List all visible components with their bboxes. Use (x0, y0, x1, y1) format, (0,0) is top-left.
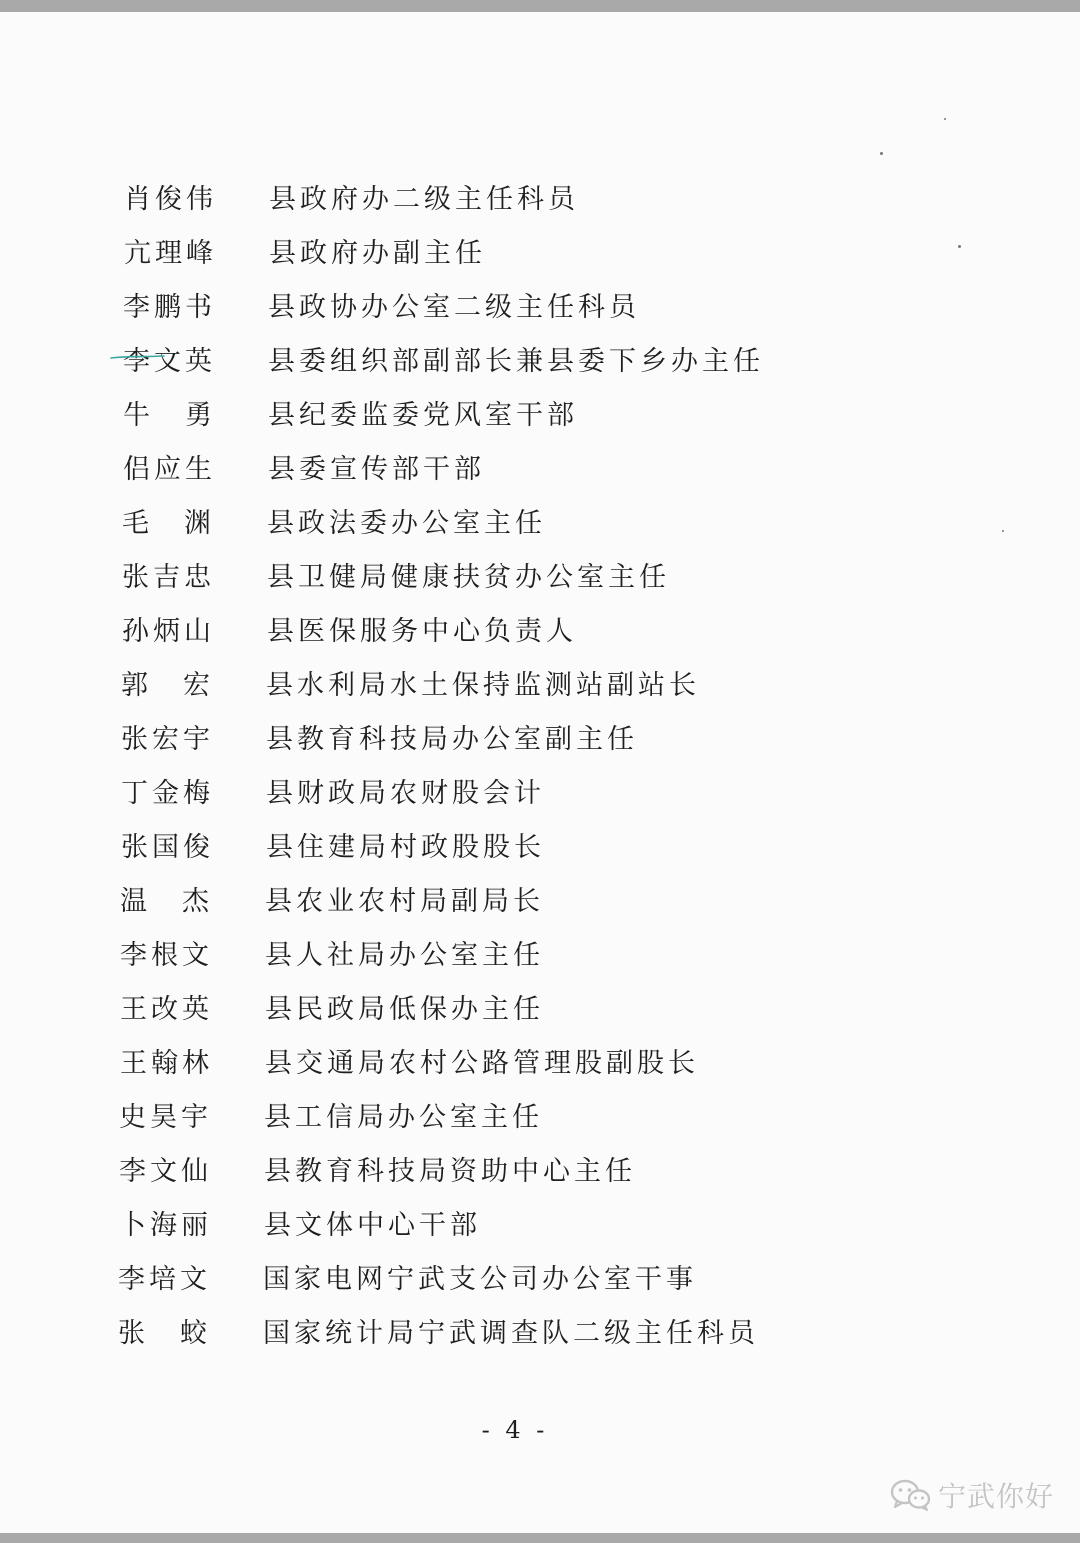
bottom-frame-bar (0, 1533, 1080, 1543)
roster-row (120, 882, 880, 922)
roster-row (118, 1260, 878, 1300)
person-name: 张宏宇 (121, 724, 214, 755)
roster-row (123, 450, 883, 490)
person-name: 李培文 (118, 1264, 211, 1295)
person-position: 县工信局办公室主任 (264, 1102, 543, 1133)
pen-mark (110, 354, 165, 360)
person-position: 县委宣传部干部 (268, 454, 485, 485)
roster-row (123, 342, 883, 382)
person-position: 县政府办二级主任科员 (269, 184, 579, 215)
person-position: 县交通局农村公路管理股副股长 (265, 1048, 699, 1079)
person-position: 县政法委办公室主任 (267, 508, 546, 539)
page-number: - 4 - (481, 1416, 549, 1444)
person-name: 李根文 (120, 940, 213, 971)
roster-row (121, 720, 881, 760)
person-name: 郭 宏 (121, 670, 214, 701)
person-name: 王翰林 (120, 1048, 213, 1079)
person-position: 县民政局低保办主任 (265, 994, 544, 1025)
person-name: 张国俊 (121, 832, 214, 863)
person-name: 张吉忠 (122, 562, 215, 593)
roster-row (122, 612, 882, 652)
scan-speck (1002, 530, 1004, 532)
wechat-icon (890, 1478, 932, 1512)
roster-row (119, 1206, 879, 1246)
person-name: 王改英 (120, 994, 213, 1025)
roster-row (123, 396, 883, 436)
person-position: 县政协办公室二级主任科员 (268, 292, 640, 323)
person-position: 县农业农村局副局长 (265, 886, 544, 917)
roster-row (120, 1044, 880, 1084)
roster-row (122, 558, 882, 598)
person-position: 县文体中心干部 (264, 1210, 481, 1241)
scan-speck (944, 118, 946, 120)
person-position: 县住建局村政股股长 (266, 832, 545, 863)
roster-row (121, 774, 881, 814)
watermark-text: 宁武你好 (938, 1480, 1055, 1513)
person-position: 县医保服务中心负责人 (267, 616, 577, 647)
person-name: 丁金梅 (121, 778, 214, 809)
person-name: 李文仙 (119, 1156, 212, 1187)
person-name: 李文英 (123, 346, 216, 377)
person-position: 县财政局农财股会计 (266, 778, 545, 809)
person-name: 卜海丽 (119, 1210, 212, 1241)
roster-row (119, 1098, 879, 1138)
person-position: 县卫健局健康扶贫办公室主任 (267, 562, 670, 593)
person-position: 国家电网宁武支公司办公室干事 (263, 1264, 697, 1295)
person-position: 国家统计局宁武调查队二级主任科员 (263, 1318, 759, 1349)
person-name: 史昊宇 (119, 1102, 212, 1133)
scan-speck (880, 152, 883, 155)
person-position: 县委组织部副部长兼县委下乡办主任 (268, 346, 764, 377)
roster-row (120, 990, 880, 1030)
person-position: 县纪委监委党风室干部 (268, 400, 578, 431)
roster-row (118, 1314, 878, 1354)
roster-row (122, 504, 882, 544)
person-position: 县人社局办公室主任 (265, 940, 544, 971)
person-name: 侣应生 (123, 454, 216, 485)
person-name: 孙炳山 (122, 616, 215, 647)
person-name: 温 杰 (120, 886, 213, 917)
roster-row (119, 1152, 879, 1192)
roster-row (124, 234, 884, 274)
person-position: 县水利局水土保持监测站副站长 (266, 670, 700, 701)
person-name: 毛 渊 (122, 508, 215, 539)
person-name: 肖俊伟 (124, 184, 217, 215)
person-name: 李鹏书 (123, 292, 216, 323)
roster-row (121, 666, 881, 706)
roster-row (120, 936, 880, 976)
person-position: 县政府办副主任 (269, 238, 486, 269)
watermark (890, 1470, 1060, 1520)
person-name: 亢理峰 (124, 238, 217, 269)
roster-row (124, 180, 884, 220)
roster-row (121, 828, 881, 868)
roster-row (123, 288, 883, 328)
person-name: 张 蛟 (118, 1318, 211, 1349)
person-position: 县教育科技局办公室副主任 (266, 724, 638, 755)
person-position: 县教育科技局资助中心主任 (264, 1156, 636, 1187)
scan-speck (958, 245, 961, 248)
person-name: 牛 勇 (123, 400, 216, 431)
